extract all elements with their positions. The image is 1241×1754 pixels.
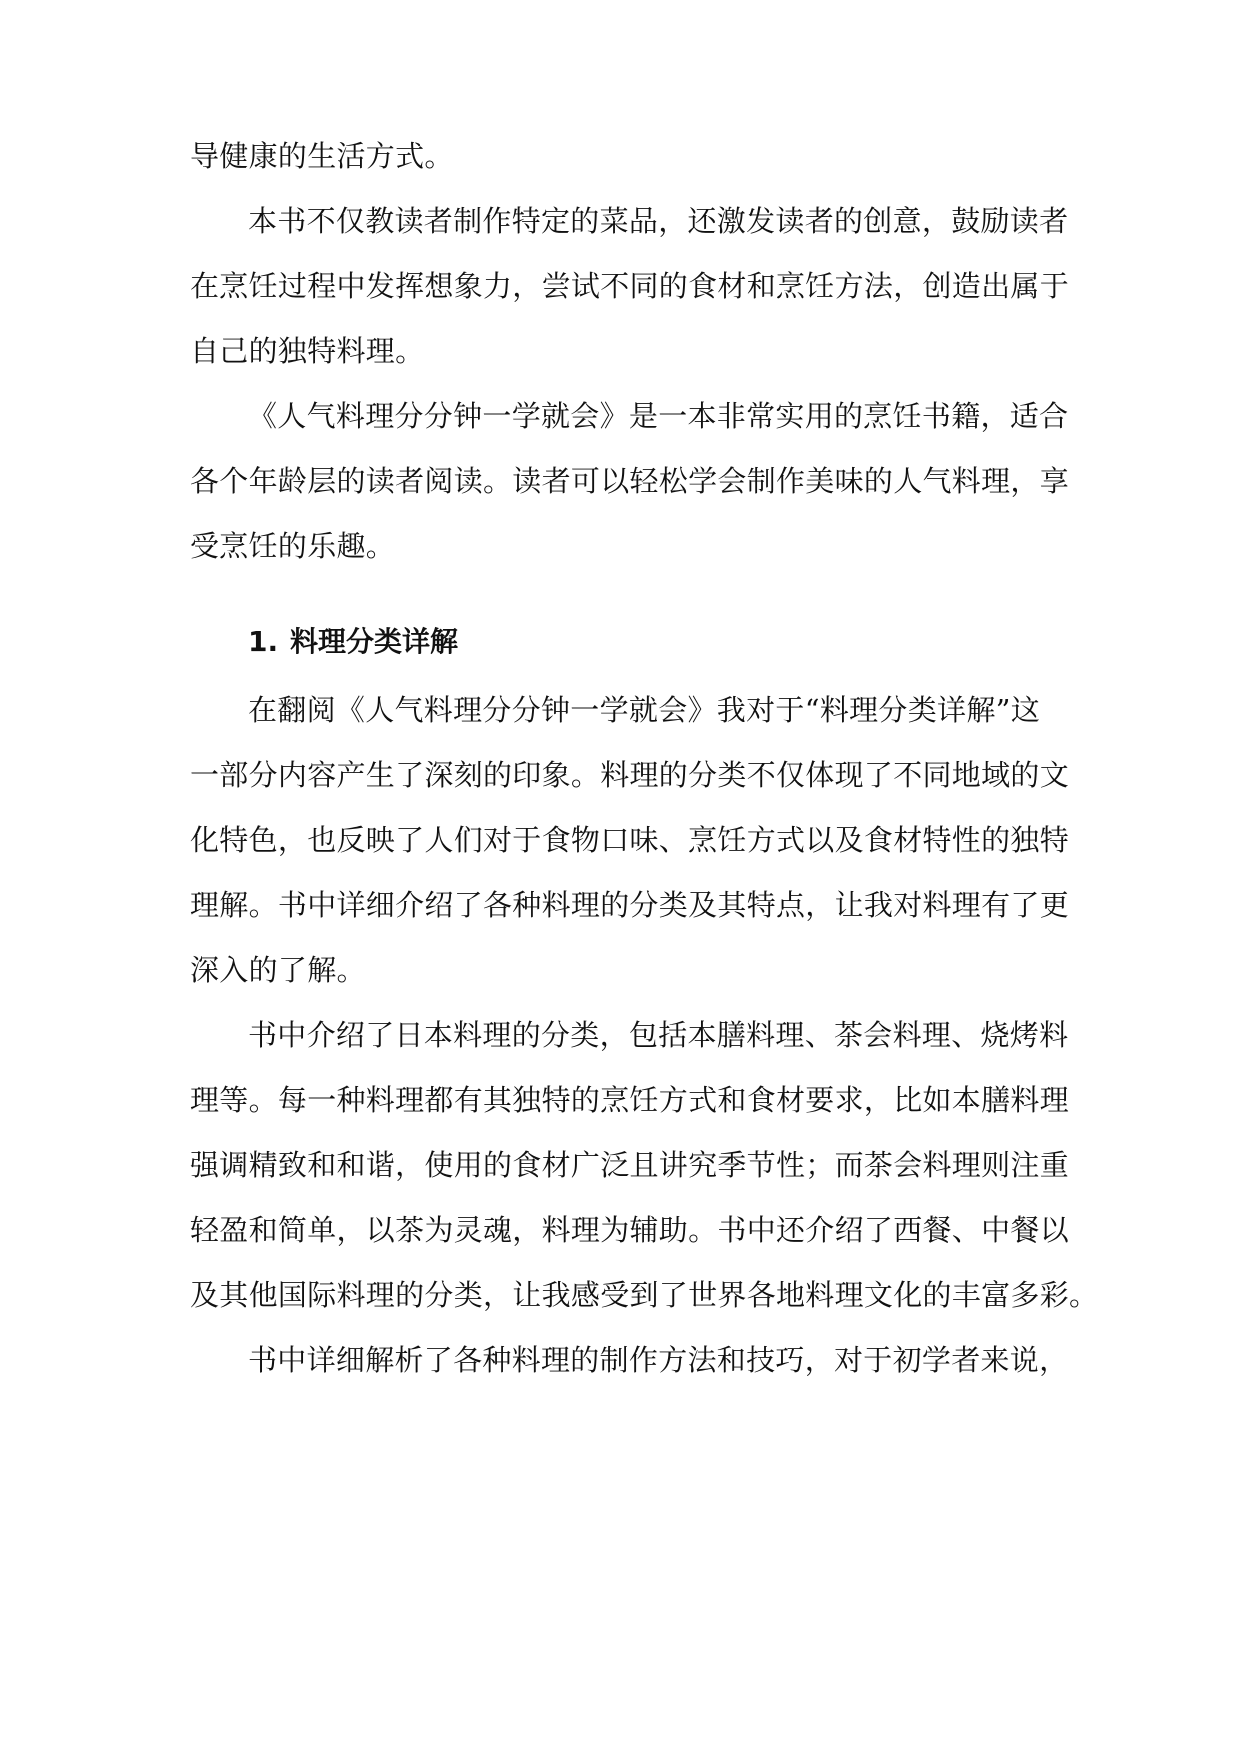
paragraph-line: 在翻阅《人气料理分分钟一学就会》我对于“料理分类详解”这 bbox=[248, 693, 1041, 727]
paragraph-line: 各个年龄层的读者阅读。读者可以轻松学会制作美味的人气料理，享 bbox=[190, 464, 1070, 498]
paragraph-line: 理解。书中详细介绍了各种料理的分类及其特点，让我对料理有了更 bbox=[190, 888, 1070, 922]
paragraph-line: 一部分内容产生了深刻的印象。料理的分类不仅体现了不同地域的文 bbox=[190, 758, 1070, 792]
paragraph-line: 本书不仅教读者制作特定的菜品，还激发读者的创意，鼓励读者 bbox=[248, 204, 1069, 238]
paragraph-line: 强调精致和和谐，使用的食材广泛且讲究季节性；而茶会料理则注重 bbox=[190, 1148, 1070, 1182]
paragraph-line: 轻盈和简单，以茶为灵魂，料理为辅助。书中还介绍了西餐、中餐以 bbox=[190, 1213, 1070, 1247]
paragraph-line: 及其他国际料理的分类，让我感受到了世界各地料理文化的丰富多彩。 bbox=[190, 1278, 1099, 1312]
paragraph-line: 深入的了解。 bbox=[190, 953, 366, 987]
paragraph-line: 书中介绍了日本料理的分类，包括本膳料理、茶会料理、烧烤料 bbox=[248, 1018, 1069, 1052]
paragraph-line: 理等。每一种料理都有其独特的烹饪方式和食材要求，比如本膳料理 bbox=[190, 1083, 1070, 1117]
paragraph-line: 书中详细解析了各种料理的制作方法和技巧，对于初学者来说， bbox=[248, 1343, 1069, 1377]
paragraph-line: 在烹饪过程中发挥想象力，尝试不同的食材和烹饪方法，创造出属于 bbox=[190, 269, 1070, 303]
paragraph-line: 受烹饪的乐趣。 bbox=[190, 529, 396, 563]
section-number: 1. bbox=[248, 625, 279, 658]
paragraph-line: 自己的独特料理。 bbox=[190, 334, 425, 368]
section-title: 料理分类详解 bbox=[290, 625, 459, 658]
paragraph-line: 化特色，也反映了人们对于食物口味、烹饪方式以及食材特性的独特 bbox=[190, 823, 1070, 857]
paragraph-line: 导健康的生活方式。 bbox=[190, 139, 454, 173]
section-heading bbox=[248, 622, 458, 662]
paragraph-line: 《人气料理分分钟一学就会》是一本非常实用的烹饪书籍，适合 bbox=[248, 399, 1069, 433]
